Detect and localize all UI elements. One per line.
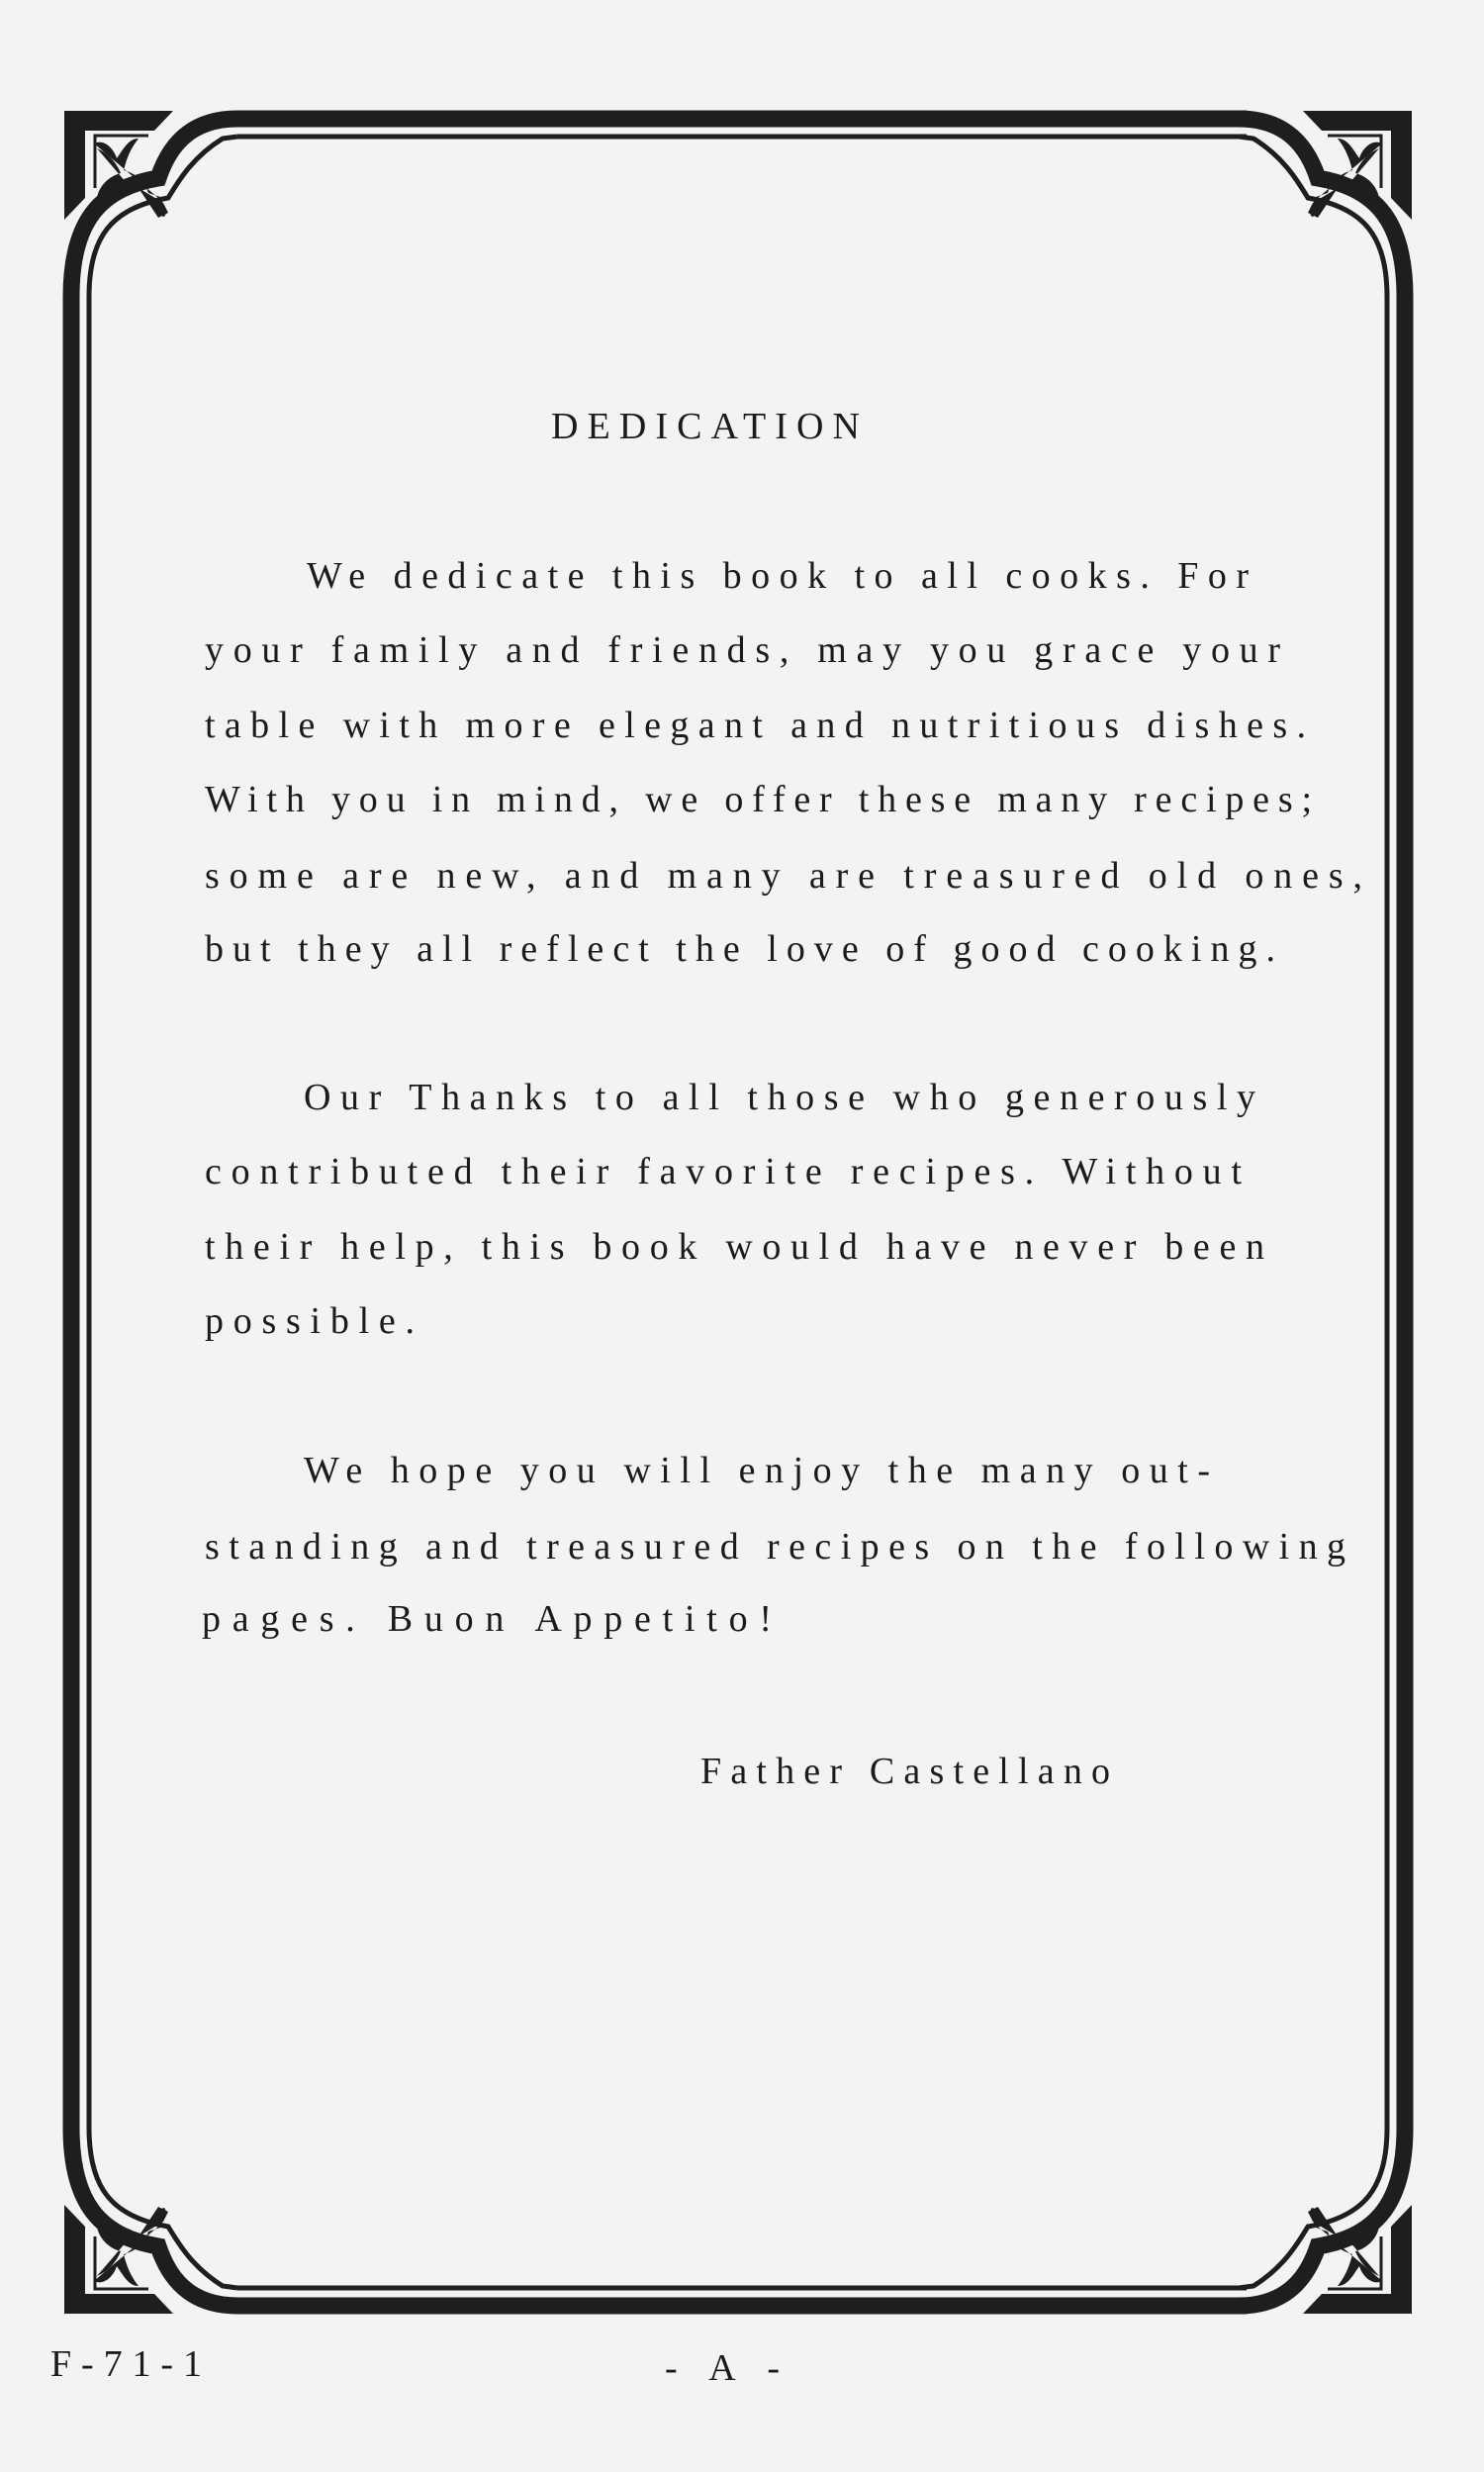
paragraph-3 (202, 1450, 1345, 1640)
page-number: - A - (665, 2347, 780, 2389)
text-line: We hope you will enjoy the many out- (304, 1450, 1210, 1491)
paragraph-1 (205, 555, 1362, 970)
corner-ornament-top-right (1239, 111, 1412, 297)
corner-ornament-bottom-left (64, 2128, 237, 2314)
text-line: We dedicate this book to all cooks. For (307, 555, 1249, 597)
corner-ornament-bottom-right (1239, 2128, 1412, 2314)
text-line: table with more elegant and nutritious dishes. (205, 705, 1306, 746)
text-line: but they all reflect the love of good cooking. (205, 928, 1275, 970)
text-line: contributed their favorite recipes. Without (205, 1151, 1243, 1192)
footer-code: F-71-1 (50, 2343, 202, 2385)
text-line: some are new, and many are treasured old ones, (205, 855, 1362, 897)
text-line: your family and friends, may you grace your (205, 629, 1281, 671)
text-line: possible. (205, 1300, 415, 1342)
text-line: Our Thanks to all those who generously (304, 1077, 1255, 1118)
text-line: With you in mind, we offer these many recipes; (205, 779, 1313, 820)
signature: Father Castellano (700, 1751, 1110, 1792)
text-line: standing and treasured recipes on the following (205, 1526, 1346, 1568)
corner-ornament-top-left (64, 111, 237, 297)
text-line: pages. Buon Appetito! (202, 1598, 772, 1640)
page-title: DEDICATION (551, 406, 860, 447)
paragraph-2 (205, 1077, 1264, 1342)
decorative-border (64, 111, 1412, 2314)
text-line: their help, this book would have never been (205, 1226, 1264, 1268)
